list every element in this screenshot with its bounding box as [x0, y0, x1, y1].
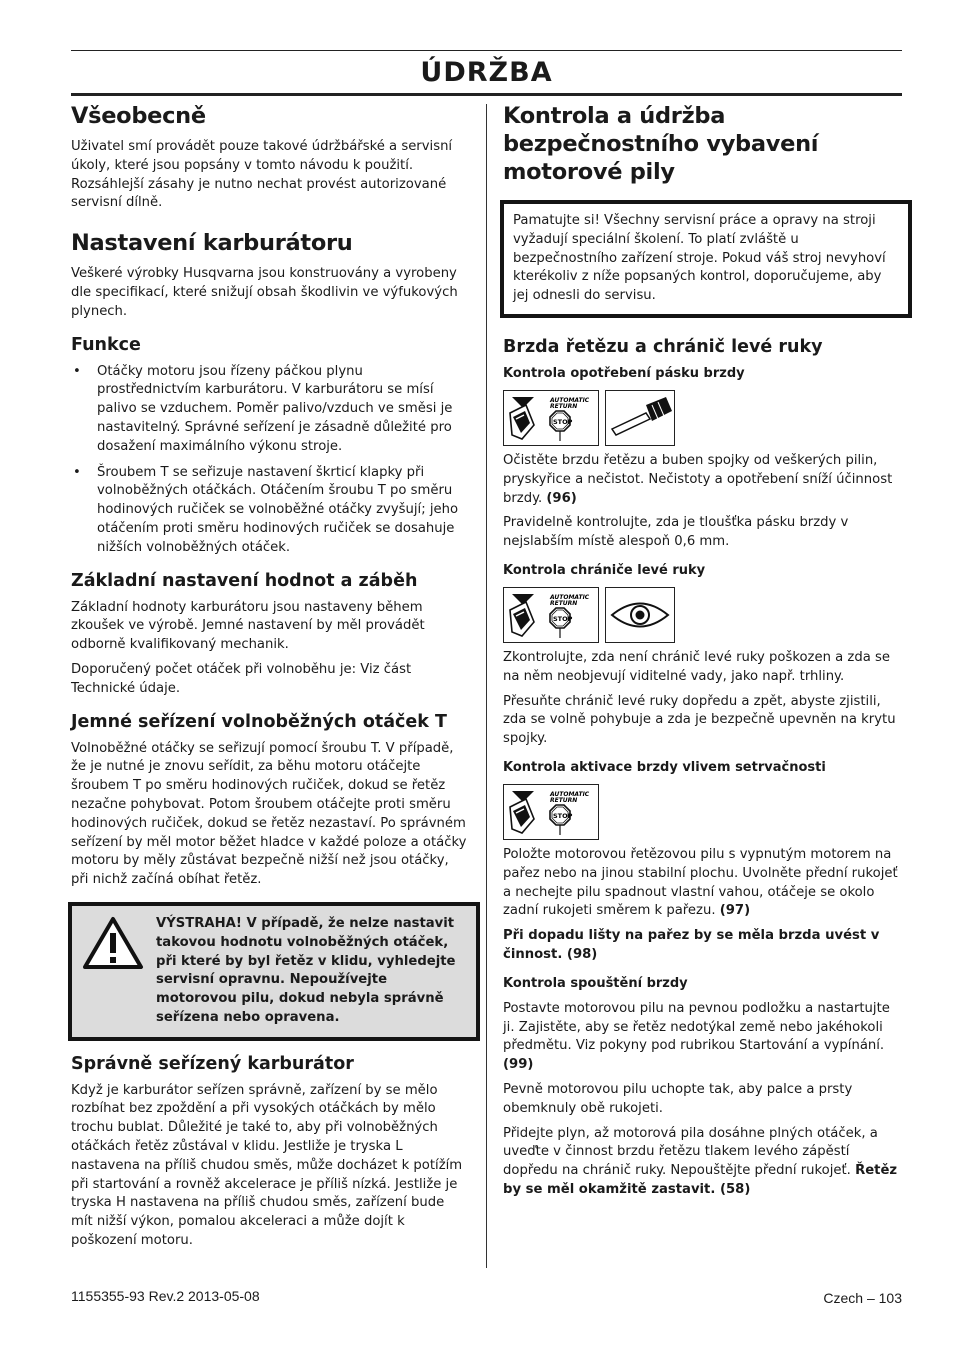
footer-page-number: Czech – 103: [823, 1290, 902, 1306]
inertia-paragraph-1: Položte motorovou řetězovou pilu s vypnutým motorem na pařez nebo na jinou stabilní plochu. Uvolněte přední rukojeť a nechejte pilu spadnout vlastní vahou, otáčeje se okolo zadní rukojeti směrem k pařezu. (97): [503, 846, 898, 919]
svg-text:STOP: STOP: [553, 614, 573, 623]
idle-adjustment-paragraph: Volnoběžné otáčky se seřizují pomocí šroubu T. V případě, že je nutné je znovu seřídit, za běhu motoru otáčejte šroubem T po směru hodinových ručiček, dokud se řetěz nezačne pohybovat. Potom šroubem otáčejte proti směru hodinových ručiček, dokud se řetěz nezastaví. Po správném seřízení by měl motor běžet hladce v každé poloze a otáčky motoru by měly zůstávat bezpečně nižší než jsou otáčky, při nichž začíná obíhat řetěz.: [71, 740, 467, 888]
page-title: ÚDRŽBA: [420, 57, 553, 88]
header-top-rule: [71, 50, 902, 51]
subtitle-basic-settings: Základní nastavení hodnot a záběh: [71, 570, 418, 591]
svg-text:AUTOMATIC: AUTOMATIC: [550, 396, 590, 404]
brake-trigger-paragraph-3: Přidejte plyn, až motorová pila dosáhne plných otáček, a uveďte v činnost brzdu řetězu tlakem levého zápěstí dopředu na chránič ruky. Nepouštějte přední rukojeť. Řetěz by se měl okamžitě zastavit. (58): [503, 1125, 898, 1197]
brake-band-paragraph-1: Očistěte brzdu řetězu a buben spojky od veškerých pilin, pryskyřice a nečistot. Nečistoty a opotřebení sníží účinnost brzdy. (96): [503, 452, 893, 506]
subtitle-correct-carburetor: Správně seřízený karburátor: [71, 1053, 354, 1074]
section-title-general: Všeobecně: [71, 103, 206, 129]
subtitle-function: Funkce: [71, 334, 141, 355]
automatic-return-stop-icon: [503, 784, 599, 840]
warning-triangle-icon: [81, 915, 145, 971]
brake-trigger-paragraph-1: Postavte motorovou pilu na pevnou podložku a nastartujte ji. Zajistěte, aby se řetěz nedotýkal země nebo jakéhokoli předmětu. Viz pokyny pod rubrikou Startování a vypínání. (99): [503, 1000, 890, 1073]
svg-text:STOP: STOP: [553, 417, 573, 426]
heading-brake-trigger: Kontrola spouštění brzdy: [503, 975, 688, 991]
function-list: [71, 363, 470, 558]
svg-text:RETURN: RETURN: [550, 796, 578, 804]
inertia-paragraph-2: Při dopadu lišty na pařez by se měla brzda uvést v činnost. (98): [503, 928, 880, 962]
eye-icon: [605, 587, 675, 643]
column-divider: [486, 104, 487, 1268]
icon-row: [503, 784, 902, 840]
note-box: [500, 200, 912, 318]
brake-band-paragraph-2: Pravidelně kontrolujte, zda je tloušťka pásku brzdy v nejslabším místě alespoň 0,6 mm.: [503, 515, 849, 550]
hand-guard-paragraph-1: Zkontrolujte, zda není chránič levé ruky poškozen a zda se na něm neobjevují viditelné vady, jako např. trhliny.: [503, 649, 890, 684]
right-column: [503, 102, 902, 1206]
basic-settings-paragraph-1: Základní hodnoty karburátoru jsou nastaveny během zkoušek ve výrobě. Jemné nastavení by měl provádět odborně kvalifikovaný mechanik.: [71, 599, 425, 653]
svg-text:RETURN: RETURN: [550, 402, 578, 410]
heading-brake-band: Kontrola opotřebení pásku brzdy: [503, 365, 745, 381]
section-title-carburetor: Nastavení karburátoru: [71, 230, 353, 257]
svg-text:AUTOMATIC: AUTOMATIC: [550, 593, 590, 601]
subtitle-idle-adjustment: Jemné seřízení volnoběžných otáček T: [71, 711, 447, 732]
correct-carburetor-paragraph: Když je karburátor seřízen správně, zařízení by se mělo rozbíhat bez zpoždění a při vysokých otáčkách by mělo trochu bublat. Důležité je také to, aby při volnoběžných otáčkách řetěz zůstával v klidu. Jestliže je tryska L nastavena na příliš chudou směs, může docházet k potížím při startování a rovněž akcelerace je příliš nízká. Jestliže je tryska H nastavena na příliš chudou směs, zařízení bude mít nižší výkon, pomalou akceleraci a může dojít k poškození motoru.: [71, 1082, 463, 1249]
basic-settings-paragraph-2: Doporučený počet otáček při volnoběhu je: Viz část Technické údaje.: [71, 661, 412, 696]
brake-trigger-paragraph-2: Pevně motorovou pilu uchopte tak, aby palce a prsty obemknuly obě rukojeti.: [503, 1081, 853, 1116]
automatic-return-stop-icon: [503, 390, 599, 446]
svg-text:RETURN: RETURN: [550, 599, 578, 607]
left-column: [71, 102, 470, 1257]
icon-row: [503, 390, 902, 446]
heading-hand-guard: Kontrola chrániče levé ruky: [503, 562, 706, 578]
list-item: • Otáčky motoru jsou řízeny páčkou plynu prostřednictvím karburátoru. V karburátoru se mísí palivo se vzduchem. Poměr palivo/vzduch ve směsi je nastavitelný. Správné seřízení je zásadně důležité pro dosažení maximálního výkonu stroje.: [71, 363, 470, 457]
subtitle-chain-brake: Brzda řetězu a chránič levé ruky: [503, 336, 823, 357]
brush-icon: [605, 390, 675, 446]
carburetor-paragraph: Veškeré výrobky Husqvarna jsou konstruovány a vyrobeny dle specifikací, které snižují obsah škodlivin ve výfukových plynech.: [71, 266, 458, 319]
list-item: • Šroubem T se seřizuje nastavení škrticí klapky při volnoběžných otáčkách. Otáčením šroubu T po směru hodinových ručiček se volnoběžné otáčky zvyšují; jeho otáčením proti směru hodinových ručiček se dosahuje nižších volnoběžných otáček.: [71, 464, 470, 558]
heading-inertia-activation: Kontrola aktivace brzdy vlivem setrvačnosti: [503, 759, 826, 775]
warning-box: [68, 902, 480, 1041]
warning-text: VÝSTRAHA! V případě, že nelze nastavit takovou hodnotu volnoběžných otáček, při které by byl řetěz v klidu, vyhledejte servisní opravnu. Nepoužívejte motorovou pilu, dokud nebyla správně seřízena nebo opravena.: [156, 915, 456, 1025]
note-text: Pamatujte si! Všechny servisní práce a opravy na stroji vyžadují speciální školení. To platí zvláště u bezpečnostního zařízení stroje. Pokud váš stroj nevyhoví kterékoliv z níže popsaných kontrol, doporučujeme, aby jej odnesli do servisu.: [513, 213, 886, 304]
general-paragraph: Uživatel smí provádět pouze takové údržbářské a servisní úkoly, které jsou popsány v tomto návodu k použití. Rozsáhlejší zásahy je nutno nechat provést autorizované servisní dílně.: [71, 139, 453, 211]
icon-row: [503, 587, 902, 643]
automatic-return-stop-icon: [503, 587, 599, 643]
svg-text:STOP: STOP: [553, 811, 573, 820]
section-title-safety: Kontrola a údržba bezpečnostního vybavení motorové pily: [503, 103, 819, 185]
hand-guard-paragraph-2: Přesuňte chránič levé ruky dopředu a zpět, abyste zjistili, zda se volně pohybuje a zda je bezpečně upevněn na krytu spojky.: [503, 693, 896, 747]
header-bottom-rule: [71, 93, 902, 96]
footer-doc-id: 1155355-93 Rev.2 2013-05-08: [71, 1288, 260, 1304]
svg-text:AUTOMATIC: AUTOMATIC: [550, 790, 590, 798]
